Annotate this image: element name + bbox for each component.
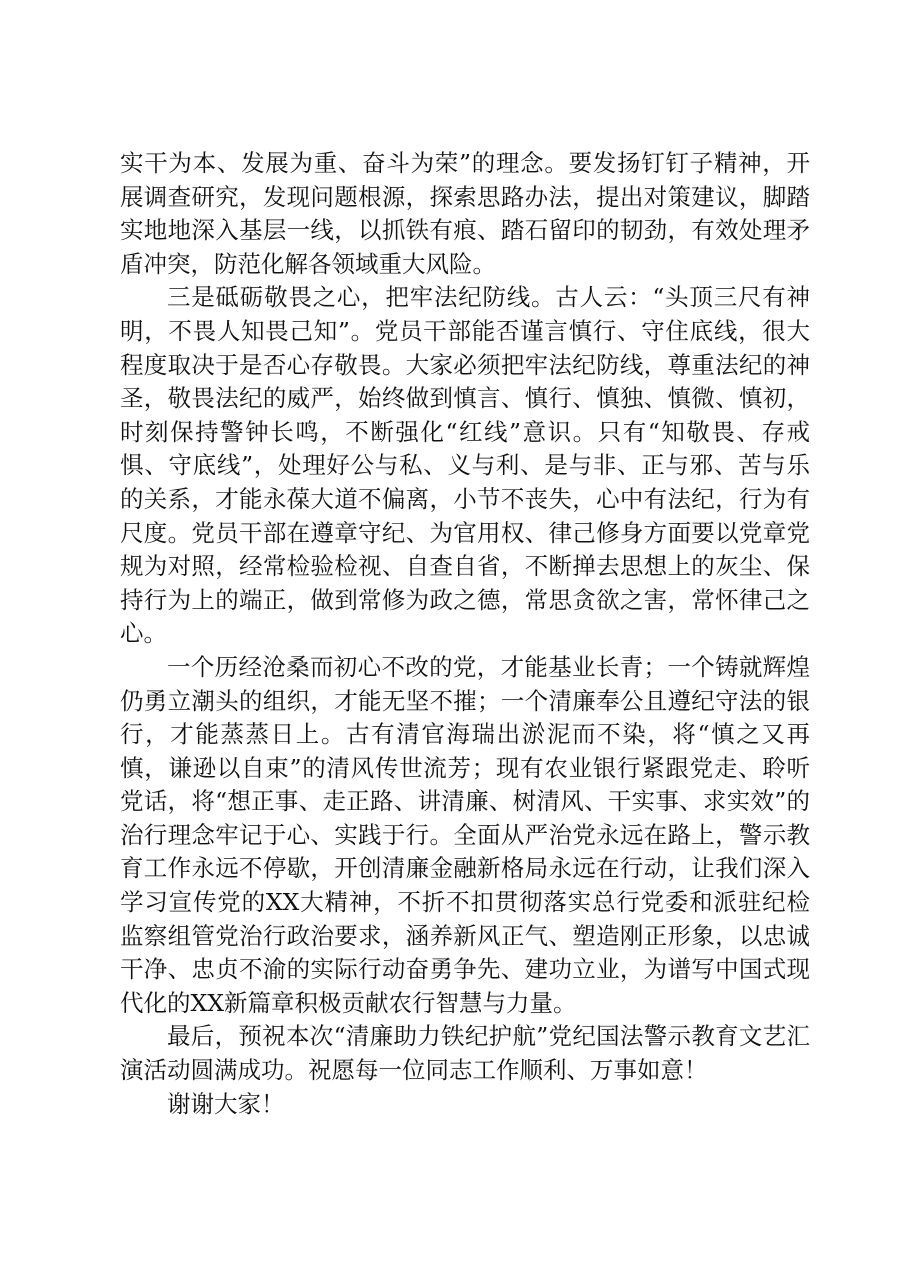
paragraph-closing-wishes: 最后，预祝本次“清廉助力铁纪护航”党纪国法警示教育文艺汇演活动圆满成功。祝愿每一位同志工作顺利、万事如意！ bbox=[120, 1022, 810, 1085]
document-body bbox=[120, 147, 810, 1121]
paragraph-continuation: 实干为本、发展为重、奋斗为荣”的理念。要发扬钉钉子精神，开展调查研究，发现问题根源，探索思路办法，提出对策建议，脚踏实地地深入基层一线，以抓铁有痕、踏石留印的韧劲，有效处理矛盾冲突，防范化解各领域重大风险。 bbox=[120, 149, 810, 278]
paragraph-party-and-bank: 一个历经沧桑而初心不改的党，才能基业长青；一个铸就辉煌仍勇立潮头的组织，才能无坚不摧；一个清廉奉公且遵纪守法的银行，才能蒸蒸日上。古有清官海瑞出淤泥而不染，将“慎之又再慎，谦逊以自束”的清风传世流芳；现有农业银行紧跟党走、聆听党话，将“想正事、走正路、讲清廉、树清风、干实事、求实效”的治行理念牢记于心、实践于行。全面从严治党永远在路上，警示教育工作永远不停歇，开创清廉金融新格局永远在行动，让我们深入学习宣传党的XX大精神，不折不扣贯彻落实总行党委和派驻纪检监察组管党治行政治要求，涵养新风正气、塑造刚正形象，以忠诚干净、忠贞不渝的实际行动奋勇争先、建功立业，为谱写中国式现代化的XX新篇章积极贡献农行智慧与力量。 bbox=[120, 652, 810, 1017]
paragraph-thanks: 谢谢大家！ bbox=[167, 1089, 285, 1118]
paragraph-awe-and-discipline: 三是砥砺敬畏之心，把牢法纪防线。古人云：“头顶三尺有神明，不畏人知畏己知”。党员干部能否谨言慎行、守住底线，很大程度取决于是否心存敬畏。大家必须把牢法纪防线，尊重法纪的神圣，敬畏法纪的威严，始终做到慎言、慎行、慎独、慎微、慎初，时刻保持警钟长鸣，不断强化“红线”意识。只有“知敬畏、存戒惧、守底线”，处理好公与私、义与利、是与非、正与邪、苦与乐的关系，才能永葆大道不偏离，小节不丧失，心中有法纪，行为有尺度。党员干部在遵章守纪、为官用权、律己修身方面要以党章党规为对照，经常检验检视、自查自省，不断掸去思想上的灰尘、保持行为上的端正，做到常修为政之德，常思贪欲之害，常怀律己之心。 bbox=[120, 283, 810, 648]
